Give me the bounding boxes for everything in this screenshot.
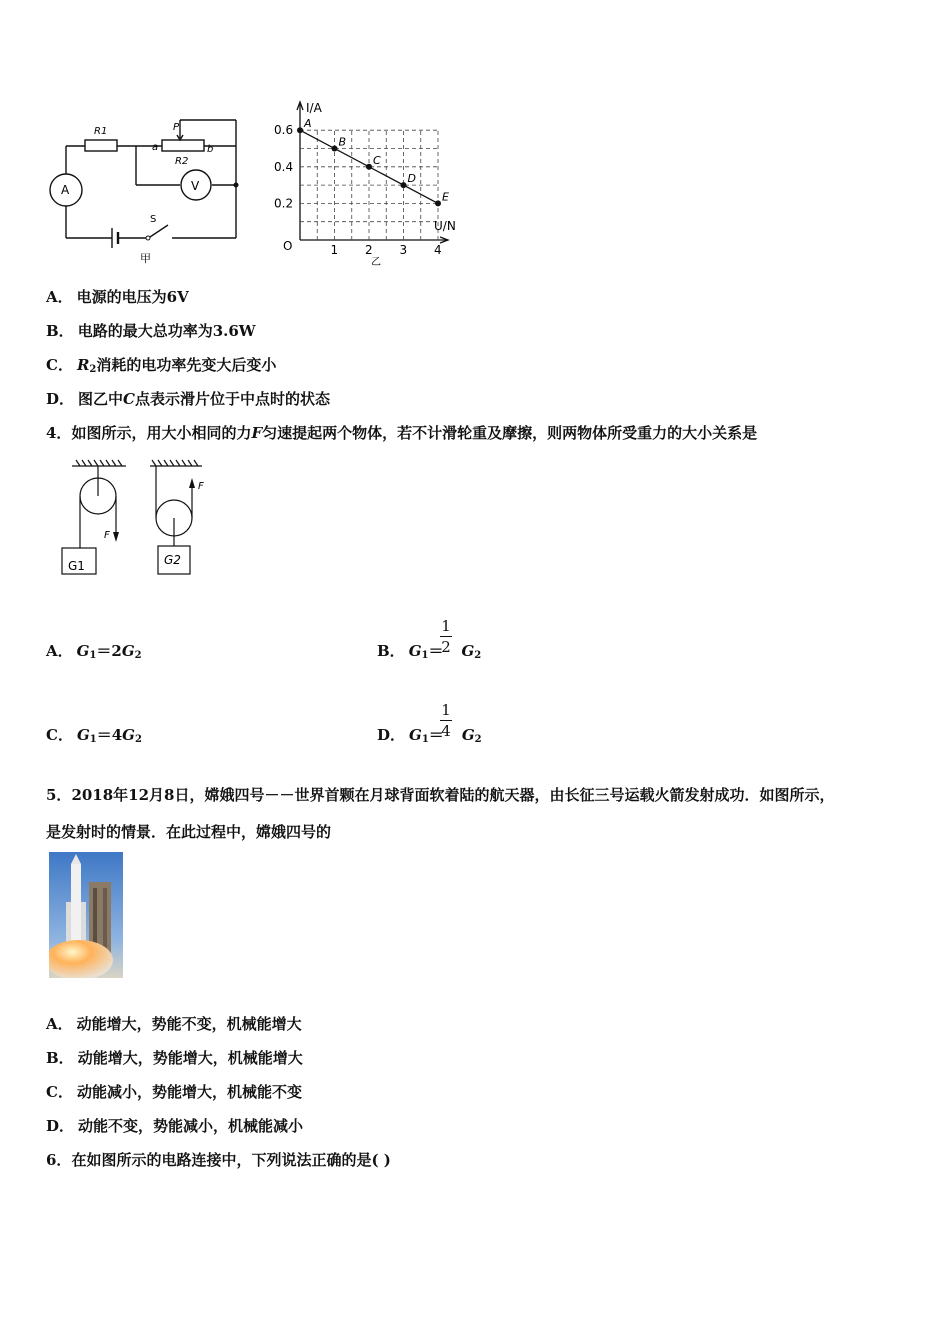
question-number: 5． bbox=[46, 786, 72, 804]
q5-stem-line2 bbox=[46, 821, 331, 842]
question-text: 匀速提起两个物体，若不计滑轮重及摩擦，则两物体所受重力的大小关系是 bbox=[262, 424, 758, 442]
y-tick-label: 0.6 bbox=[274, 123, 294, 138]
q5-option-b[interactable] bbox=[46, 1047, 303, 1068]
option-letter: A． bbox=[46, 1015, 73, 1033]
subscript: 2 bbox=[474, 650, 482, 661]
fraction-denominator: 4 bbox=[441, 722, 451, 740]
subscript: 2 bbox=[474, 734, 482, 745]
question-number: 4． bbox=[46, 424, 72, 442]
q4-option-a[interactable] bbox=[46, 640, 142, 661]
x-tick-label: 2 bbox=[365, 243, 373, 257]
y-tick-label: 0.2 bbox=[274, 196, 294, 211]
q5-option-d[interactable] bbox=[46, 1115, 303, 1136]
resistor-subscript: 2 bbox=[89, 364, 97, 375]
equation-sign: ＝2 bbox=[96, 642, 122, 660]
q3-option-c[interactable] bbox=[46, 354, 276, 375]
point-label-d: D bbox=[407, 172, 416, 186]
force-label-left: F bbox=[104, 530, 110, 541]
option-text: 消耗的电功率先变大后变小 bbox=[96, 356, 277, 374]
switch-label: S bbox=[150, 214, 157, 225]
option-letter: C． bbox=[46, 1083, 73, 1101]
option-letter: B． bbox=[46, 1049, 74, 1067]
gravity-symbol: G bbox=[409, 726, 422, 744]
gravity-symbol: G bbox=[461, 642, 475, 660]
data-point-b bbox=[332, 146, 338, 152]
ammeter-label: A bbox=[61, 183, 70, 197]
subscript: 1 bbox=[421, 734, 429, 745]
option-letter: B． bbox=[46, 322, 74, 340]
x-tick-label: 3 bbox=[399, 243, 408, 257]
equation-sign: ＝ bbox=[428, 642, 444, 660]
gravity-symbol: G bbox=[76, 642, 90, 660]
q4-option-b[interactable] bbox=[377, 640, 481, 661]
force-label-right: F bbox=[198, 481, 204, 492]
rocket-launch-image bbox=[49, 852, 123, 978]
option-text: 点表示滑片位于中点时的状态 bbox=[134, 390, 330, 408]
q6-stem bbox=[46, 1149, 391, 1170]
option-letter: D． bbox=[377, 726, 406, 744]
subscript: 1 bbox=[89, 734, 97, 745]
question-text: 2018年12月8日，嫦娥四号－－世界首颗在月球背面软着陆的航天器，由长征三号运载火箭发射成功．如图所示， bbox=[71, 786, 835, 804]
b-end-label: b bbox=[207, 144, 214, 155]
fraction-numerator: 1 bbox=[441, 617, 451, 635]
gravity-symbol: G bbox=[461, 726, 475, 744]
q3-option-a[interactable] bbox=[46, 286, 189, 307]
iu-graph bbox=[268, 98, 468, 268]
data-point-a bbox=[297, 127, 303, 133]
gravity-symbol: G bbox=[121, 642, 135, 660]
option-letter: C． bbox=[46, 356, 73, 374]
gravity-symbol: G bbox=[76, 726, 90, 744]
equation-sign: ＝4 bbox=[96, 726, 123, 744]
subscript: 1 bbox=[89, 650, 97, 661]
g1-label: G1 bbox=[68, 559, 85, 573]
q4-option-d[interactable] bbox=[377, 724, 482, 745]
option-letter: A． bbox=[46, 642, 73, 660]
point-label-b: B bbox=[338, 135, 347, 149]
y-axis-label: I/A bbox=[306, 101, 322, 115]
q4-stem bbox=[46, 422, 757, 443]
circuit-caption: 甲 bbox=[140, 252, 151, 265]
option-letter: A． bbox=[46, 288, 73, 306]
question-text: 是发射时的情景．在此过程中，嫦娥四号的 bbox=[46, 823, 332, 841]
question-number: 6． bbox=[46, 1151, 72, 1169]
fraction-one-half bbox=[440, 617, 452, 656]
x-tick-label: 1 bbox=[330, 243, 339, 257]
a-end-label: a bbox=[152, 142, 159, 153]
subscript: 2 bbox=[134, 734, 142, 745]
question-text: 如图所示，用大小相同的力 bbox=[71, 424, 252, 442]
gravity-symbol: G bbox=[122, 726, 135, 744]
x-tick-label: 4 bbox=[434, 243, 442, 257]
fraction-one-quarter bbox=[440, 701, 452, 740]
x-axis-label: U/N bbox=[434, 219, 456, 233]
data-point-d bbox=[401, 182, 407, 188]
point-symbol: C bbox=[123, 390, 135, 408]
q4-option-c[interactable] bbox=[46, 724, 142, 745]
option-letter: C． bbox=[46, 726, 73, 744]
option-text: 电源的电压为6V bbox=[76, 288, 189, 306]
option-text-pre: 图乙中 bbox=[78, 390, 124, 408]
circuit-diagram bbox=[40, 110, 250, 270]
q3-option-d[interactable] bbox=[46, 388, 330, 409]
data-point-c bbox=[366, 164, 372, 170]
resistor-symbol: R bbox=[76, 356, 90, 374]
subscript: 2 bbox=[134, 650, 142, 661]
equation-sign: ＝ bbox=[428, 726, 444, 744]
data-point-e bbox=[435, 200, 441, 206]
option-text: 动能增大，势能增大，机械能增大 bbox=[77, 1049, 303, 1067]
fraction-numerator: 1 bbox=[441, 701, 451, 719]
r2-label: R2 bbox=[175, 156, 189, 167]
option-text: 动能减小，势能增大，机械能不变 bbox=[76, 1083, 302, 1101]
option-letter: D． bbox=[46, 1117, 75, 1135]
q5-stem-line1 bbox=[46, 784, 835, 805]
p-label: P bbox=[173, 122, 180, 133]
pulley-diagram bbox=[56, 456, 226, 581]
option-letter: D． bbox=[46, 390, 75, 408]
point-label-e: E bbox=[442, 190, 449, 204]
g2-label: G2 bbox=[164, 553, 181, 567]
q5-option-a[interactable] bbox=[46, 1013, 302, 1034]
question-text: 在如图所示的电路连接中，下列说法正确的是( ) bbox=[71, 1151, 391, 1169]
q5-option-c[interactable] bbox=[46, 1081, 302, 1102]
graph-caption: 乙 bbox=[371, 257, 381, 268]
voltmeter-label: V bbox=[191, 179, 200, 193]
subscript: 1 bbox=[421, 650, 429, 661]
r1-label: R1 bbox=[94, 126, 108, 137]
option-letter: B． bbox=[377, 642, 405, 660]
q3-option-b[interactable] bbox=[46, 320, 256, 341]
option-text: 电路的最大总功率为3.6W bbox=[77, 322, 256, 340]
point-label-c: C bbox=[373, 153, 381, 167]
y-tick-label: 0.4 bbox=[274, 159, 294, 174]
fraction-denominator: 2 bbox=[441, 638, 451, 656]
point-label-a: A bbox=[304, 117, 312, 131]
option-text: 动能不变，势能减小，机械能减小 bbox=[78, 1117, 304, 1135]
force-symbol: F bbox=[251, 424, 263, 442]
origin-label: O bbox=[283, 239, 293, 253]
gravity-symbol: G bbox=[408, 642, 422, 660]
option-text: 动能增大，势能不变，机械能增大 bbox=[76, 1015, 302, 1033]
